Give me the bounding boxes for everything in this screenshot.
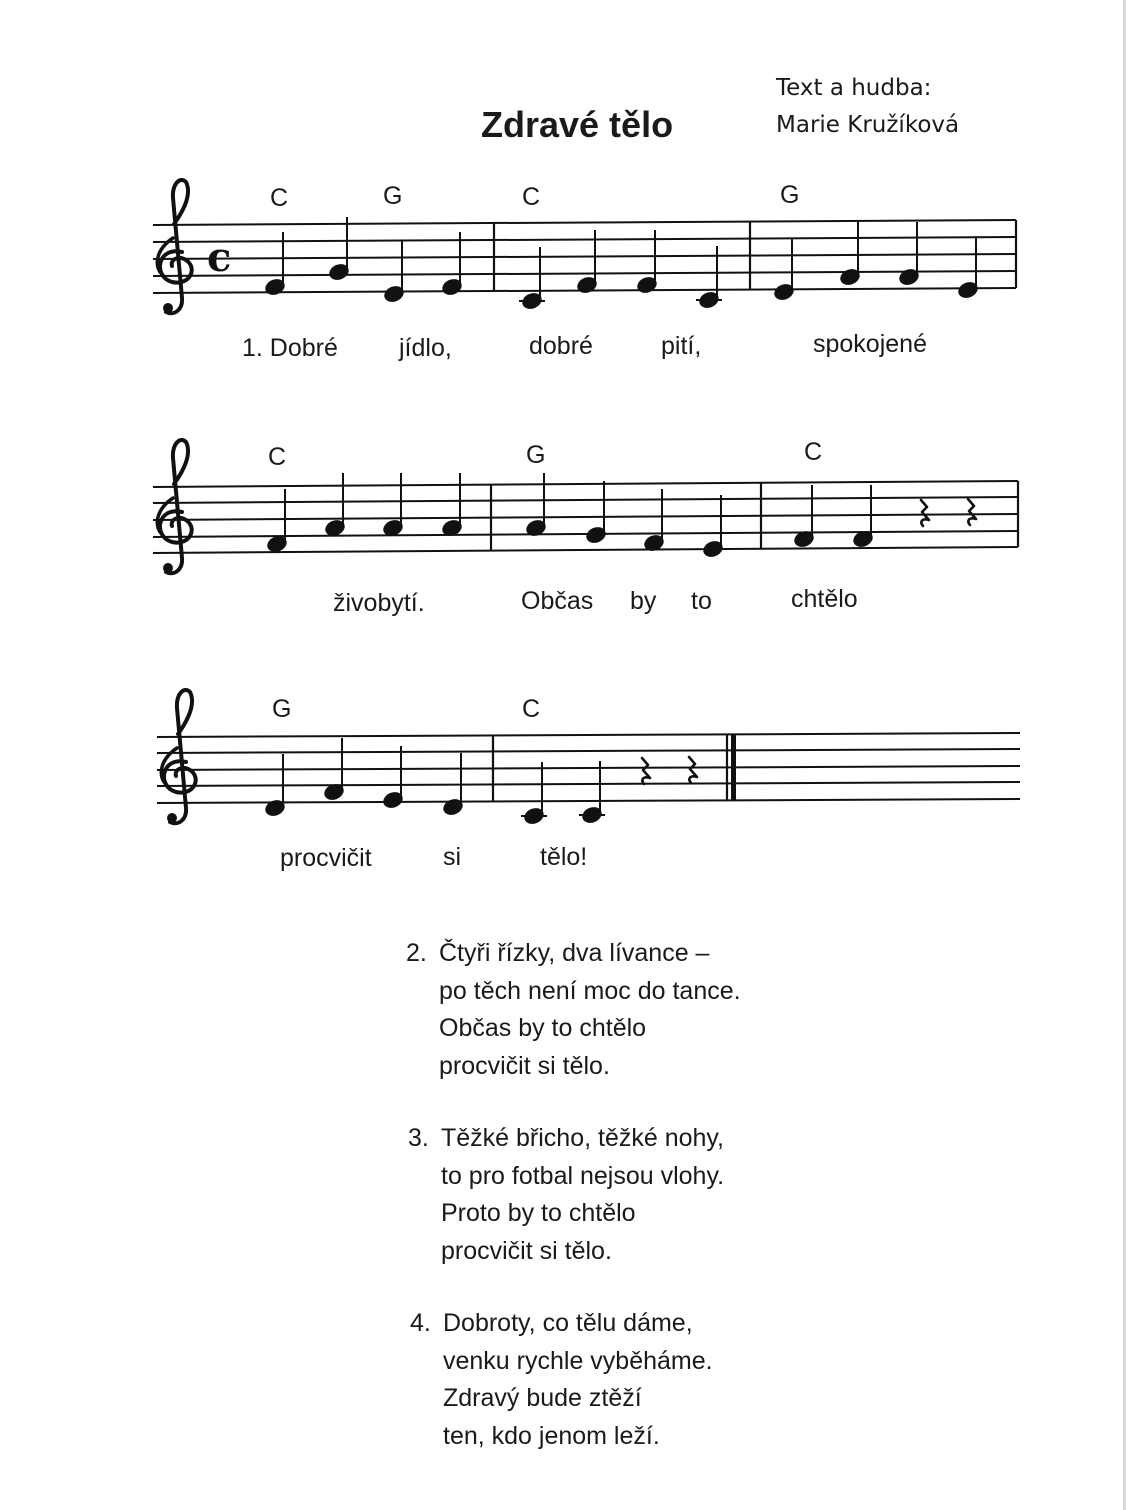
staff-lines (157, 733, 1020, 803)
verse-line: Občas by to chtělo (439, 1014, 647, 1042)
verse-number: 3. (408, 1124, 429, 1152)
verse-line: po těch není moc do tance. (439, 976, 741, 1005)
lyric-syllable: chtělo (791, 585, 858, 613)
staff-system-2 (153, 440, 1018, 573)
chord-symbol: G (780, 181, 800, 209)
quarter-rest-icon (968, 499, 976, 525)
verse-line: Zdravý bude ztěží (443, 1384, 642, 1412)
verse-4 (410, 1305, 713, 1455)
verse-line: venku rychle vyběháme. (443, 1346, 713, 1375)
chord-symbol: C (522, 695, 541, 723)
lyric-syllable: 1. Dobré (242, 334, 338, 362)
verse-line: procvičit si tělo. (439, 1051, 610, 1080)
lyric-syllable: živobytí. (333, 589, 425, 617)
notes (264, 217, 979, 310)
chord-symbol: C (804, 438, 823, 466)
verse-3 (408, 1120, 724, 1270)
chord-symbol: G (383, 182, 403, 210)
chord-symbol: C (522, 183, 541, 211)
lyric-syllable: si (443, 843, 462, 871)
verse-line: to pro fotbal nejsou vlohy. (441, 1161, 725, 1190)
staff-system-3 (157, 690, 1020, 825)
lyric-syllable: procvičit (280, 844, 372, 872)
verse-line: ten, kdo jenom leží. (443, 1421, 660, 1450)
verse-line: Čtyři řízky, dva lívance – (439, 939, 710, 967)
lyric-syllable: by (630, 587, 657, 615)
credits-label: Text a hudba: (776, 75, 932, 101)
lyric-syllable: Občas (521, 587, 594, 615)
chord-symbol: G (272, 695, 292, 723)
chord-symbol: G (526, 441, 546, 469)
common-time-symbol: c (207, 234, 232, 281)
staff-system-1 (153, 180, 1016, 313)
quarter-rest-icon (921, 500, 929, 526)
verse-line: Dobroty, co tělu dáme, (443, 1309, 693, 1337)
lyric-syllable: pití, (661, 332, 702, 360)
chord-symbol: C (270, 184, 289, 212)
lyric-syllable: spokojené (813, 330, 927, 358)
verse-line: procvičit si tělo. (441, 1236, 612, 1265)
chord-symbol: C (268, 443, 287, 471)
verse-2 (406, 935, 741, 1085)
verse-number: 2. (406, 939, 427, 967)
lyric-syllable: jídlo, (399, 334, 452, 362)
verse-number: 4. (410, 1309, 431, 1337)
song-title: Zdravé tělo (481, 104, 674, 145)
final-double-barline (731, 735, 736, 801)
verse-line: Těžké břicho, těžké nohy, (441, 1124, 725, 1152)
verse-line: Proto by to chtělo (441, 1199, 636, 1227)
lyric-syllable: tělo! (540, 843, 588, 871)
lyric-syllable: dobré (529, 332, 593, 360)
lyric-syllable: to (691, 587, 712, 615)
quarter-rest-icon (642, 758, 650, 784)
quarter-rest-icon (689, 757, 697, 783)
author-name: Marie Kružíková (776, 112, 960, 138)
